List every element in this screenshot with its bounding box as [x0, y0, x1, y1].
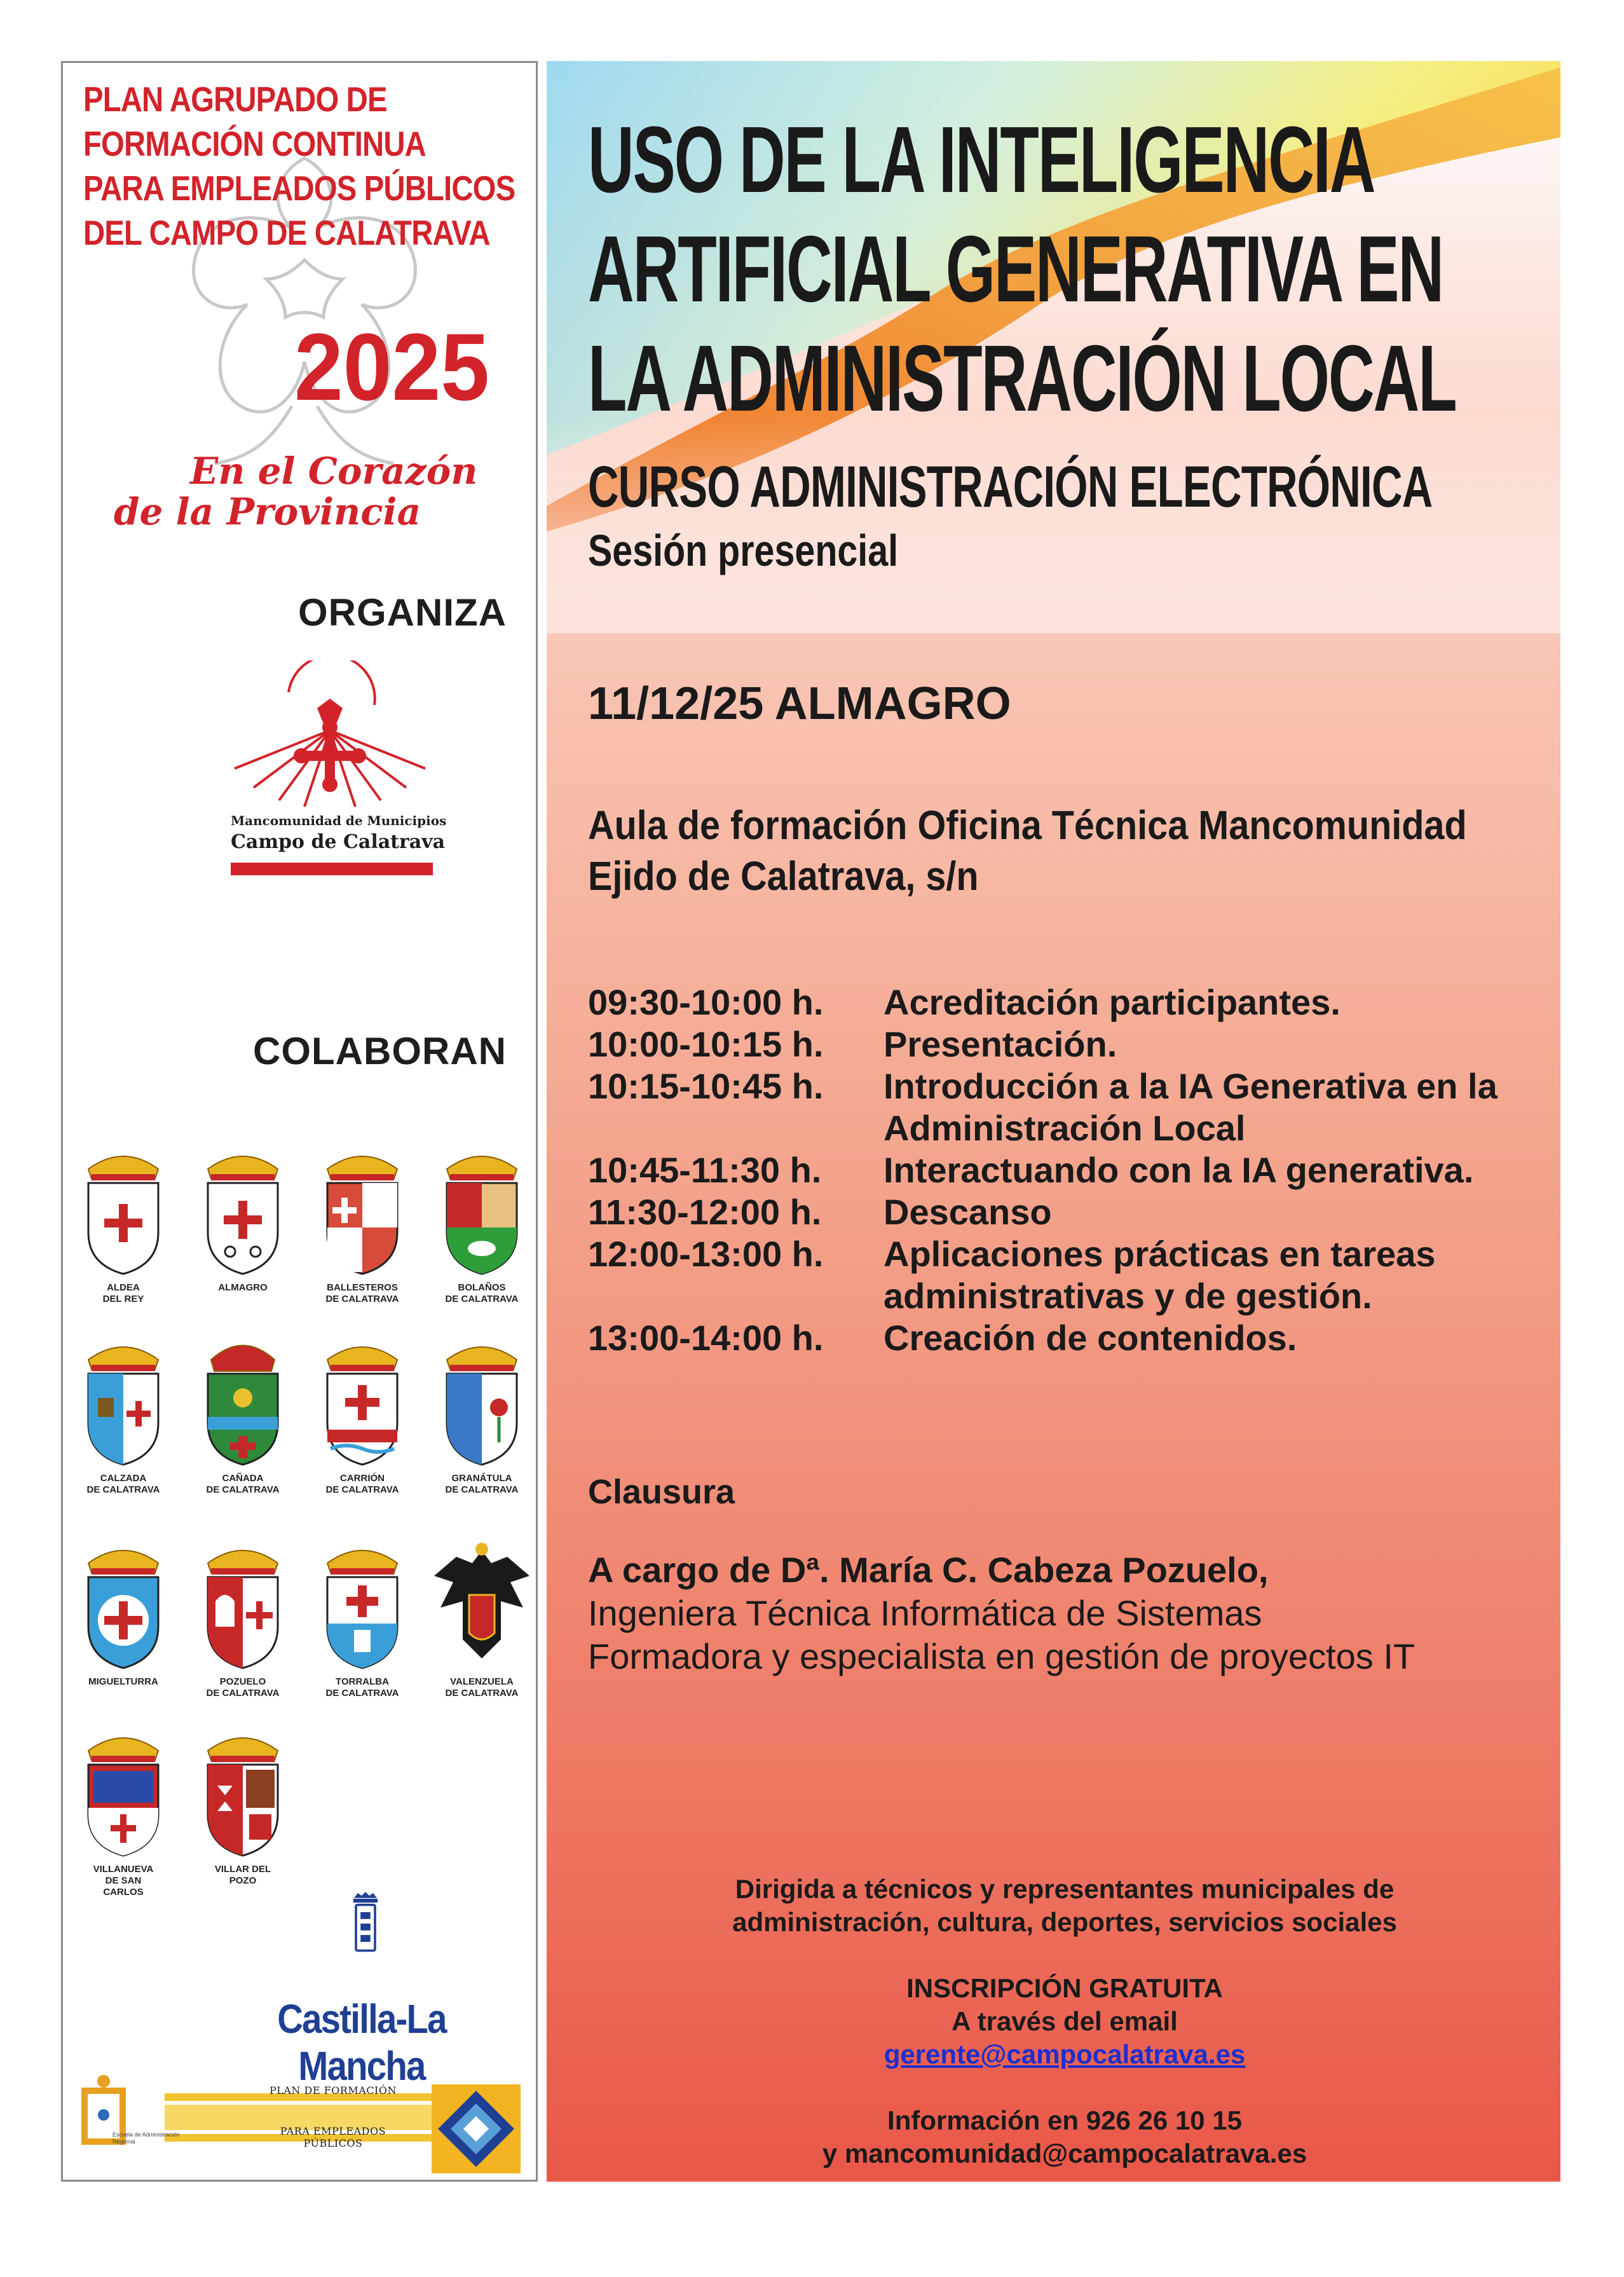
course-title-line: ARTIFICIAL GENERATIVA EN [588, 217, 1443, 322]
town-name-line: DE CALATRAVA [206, 1688, 280, 1699]
spacer [588, 2071, 1541, 2104]
town-shield [421, 1144, 538, 1305]
session-type: Sesión presencial [588, 526, 899, 575]
plan-year: 2025 [294, 313, 490, 420]
coat-of-arms-icon [321, 1538, 404, 1671]
town-shield [63, 1538, 184, 1688]
inscription-label: INSCRIPCIÓN GRATUITA [906, 1973, 1223, 2003]
location-line: Aula de formación Oficina Técnica Mancomunidad [588, 802, 1467, 848]
double-headed-eagle-icon [428, 1538, 536, 1671]
schedule-row [588, 1065, 1541, 1149]
town-shield [63, 1725, 184, 1898]
schedule-activity: Aplicaciones prácticas en tareas administrativas y de gestión. [884, 1234, 1436, 1316]
speaker-role: Formadora y especialista en gestión de proyectos IT [588, 1636, 1416, 1676]
schedule-activity: Creación de contenidos. [884, 1318, 1297, 1358]
town-name-line: DEL REY [102, 1294, 144, 1304]
schedule-activity: Descanso [884, 1192, 1052, 1232]
registration-info [588, 1873, 1541, 2170]
location-line: Ejido de Calatrava, s/n [588, 853, 979, 899]
via-label: A través del email [952, 2006, 1178, 2036]
town-shield [421, 1334, 538, 1496]
course-title [588, 106, 1456, 434]
town-shield [302, 1538, 423, 1699]
town-name-line: TORRALBA [336, 1676, 389, 1687]
schedule-row [588, 1149, 1541, 1191]
motto [101, 451, 521, 532]
town-name-line: DE CALATRAVA [325, 1688, 399, 1699]
organiza-heading: ORGANIZA [298, 591, 507, 634]
schedule-row [588, 981, 1541, 1023]
coat-of-arms-icon [201, 1538, 284, 1671]
town-shield [63, 1144, 184, 1305]
plan-formacion-logo-icon [76, 2065, 527, 2180]
colaboran-heading: COLABORAN [253, 1030, 507, 1072]
town-name-line: VILLANUEVA [93, 1864, 154, 1875]
motto-line: En el Corazón [190, 449, 478, 493]
town-name-line: GRANÁTULA [451, 1473, 512, 1484]
contact-email: y mancomunidad@campocalatrava.es [822, 2138, 1307, 2168]
coat-of-arms-icon [82, 1538, 165, 1671]
town-shield [302, 1144, 423, 1305]
town-shield [182, 1144, 303, 1294]
schedule-row [588, 1317, 1541, 1359]
town-name-line: ALDEA [107, 1282, 140, 1293]
registration-email-link[interactable]: gerente@campocalatrava.es [884, 2039, 1246, 2069]
plan-formacion-bottom: PARA EMPLEADOS PÚBLICOS [280, 2125, 386, 2149]
schedule-row [588, 1233, 1541, 1317]
town-name-line: DE CALATRAVA [445, 1688, 519, 1699]
town-name-line: CARLOS [103, 1887, 144, 1898]
schedule-activity: Acreditación participantes. [884, 982, 1341, 1022]
schedule-time: 13:00-14:00 h. [588, 1318, 824, 1358]
course-location [588, 800, 1467, 901]
plan-formacion-top: PLAN DE FORMACIÓN [269, 2084, 397, 2096]
town-name-line: CAÑADA [222, 1473, 264, 1484]
town-shield [63, 1334, 184, 1496]
speaker-role: Ingeniera Técnica Informática de Sistemas [588, 1593, 1262, 1633]
town-name-line: BALLESTEROS [327, 1282, 398, 1293]
spacer [588, 1939, 1541, 1972]
closing-label: Clausura [588, 1473, 735, 1511]
coat-of-arms-icon [201, 1725, 284, 1859]
coat-of-arms-icon [321, 1144, 404, 1277]
course-title-line: USO DE LA INTELIGENCIA [588, 107, 1375, 212]
speaker-block [588, 1549, 1415, 1678]
town-name-line: DE CALATRAVA [445, 1294, 519, 1304]
main-panel [547, 61, 1560, 2182]
town-name-line: VALENZUELA [450, 1676, 514, 1687]
schedule-activity: Interactuando con la IA generativa. [884, 1150, 1474, 1190]
region-name: Castilla-La Mancha [277, 1996, 446, 2089]
coat-of-arms-icon [440, 1144, 523, 1277]
plan-title-line: PLAN AGRUPADO DE [83, 79, 387, 119]
town-name-line: VILLAR DEL [214, 1864, 271, 1875]
organizer-underline [231, 863, 433, 875]
coat-of-arms-icon [201, 1144, 284, 1277]
town-name-line: POZUELO [219, 1676, 266, 1687]
phone-info: Información en 926 26 10 15 [887, 2105, 1242, 2135]
schedule-time: 12:00-13:00 h. [588, 1234, 824, 1274]
town-name-line: DE CALATRAVA [325, 1484, 399, 1495]
organizer-line1: Mancomunidad de Municipios [231, 813, 447, 828]
town-shield [182, 1538, 303, 1699]
coat-of-arms-icon [440, 1334, 523, 1468]
schedule-row [588, 1191, 1541, 1233]
course-subtitle: CURSO ADMINISTRACIÓN ELECTRÓNICA [588, 455, 1433, 519]
castilla-la-mancha-crest-icon [215, 1887, 508, 2002]
coat-of-arms-icon [201, 1334, 284, 1468]
town-shield [182, 1725, 303, 1887]
coat-of-arms-icon [82, 1334, 165, 1468]
town-name-line: CALZADA [100, 1473, 147, 1484]
course-date: 11/12/25 ALMAGRO [588, 678, 1011, 729]
schedule-time: 09:30-10:00 h. [588, 982, 824, 1022]
course-title-line: LA ADMINISTRACIÓN LOCAL [588, 326, 1456, 431]
coat-of-arms-icon [82, 1725, 165, 1859]
motto-line: de la Provincia [114, 490, 421, 533]
plan-title-line: DEL CAMPO DE CALATRAVA [83, 213, 490, 252]
coat-of-arms-icon [82, 1144, 165, 1277]
schedule-time: 10:00-10:15 h. [588, 1024, 824, 1064]
town-name-line: DE CALATRAVA [445, 1484, 519, 1495]
town-shield [182, 1334, 303, 1496]
speaker-name: A cargo de Dª. María C. Cabeza Pozuelo, [588, 1550, 1269, 1590]
schedule-time: 10:15-10:45 h. [588, 1066, 824, 1106]
town-name-line: DE CALATRAVA [206, 1484, 280, 1495]
coat-of-arms-icon [321, 1334, 404, 1468]
schedule [588, 981, 1541, 1359]
organizer-line2: Campo de Calatrava [231, 831, 446, 853]
town-name-line: DE CALATRAVA [325, 1294, 399, 1304]
sidebar [61, 61, 538, 2182]
town-shield [421, 1538, 538, 1699]
audience-line: Dirigida a técnicos y representantes municipales de [735, 1874, 1395, 1904]
town-name-line: POZO [229, 1875, 257, 1886]
schedule-row [588, 1023, 1541, 1065]
plan-title-line: PARA EMPLEADOS PÚBLICOS [83, 168, 515, 208]
town-name-line: DE CALATRAVA [86, 1484, 160, 1495]
town-name-line: MIGUELTURRA [88, 1676, 158, 1687]
schedule-time: 10:45-11:30 h. [588, 1150, 822, 1190]
schedule-time: 11:30-12:00 h. [588, 1192, 822, 1232]
town-name-line: BOLAÑOS [458, 1282, 506, 1293]
plan-title [83, 77, 515, 255]
schedule-activity: Introducción a la IA Generativa en la Administración Local [884, 1066, 1498, 1148]
town-shield [302, 1334, 423, 1496]
schedule-activity: Presentación. [884, 1024, 1117, 1064]
plan-title-line: FORMACIÓN CONTINUA [83, 124, 426, 163]
audience-line: administración, cultura, deportes, servicios sociales [732, 1907, 1397, 1937]
town-name-line: CARRIÓN [340, 1473, 385, 1484]
town-name-line: DE SAN [105, 1875, 142, 1886]
school-label: Escuela de Administración Regional [113, 2131, 180, 2145]
town-name-line: ALMAGRO [218, 1282, 268, 1293]
